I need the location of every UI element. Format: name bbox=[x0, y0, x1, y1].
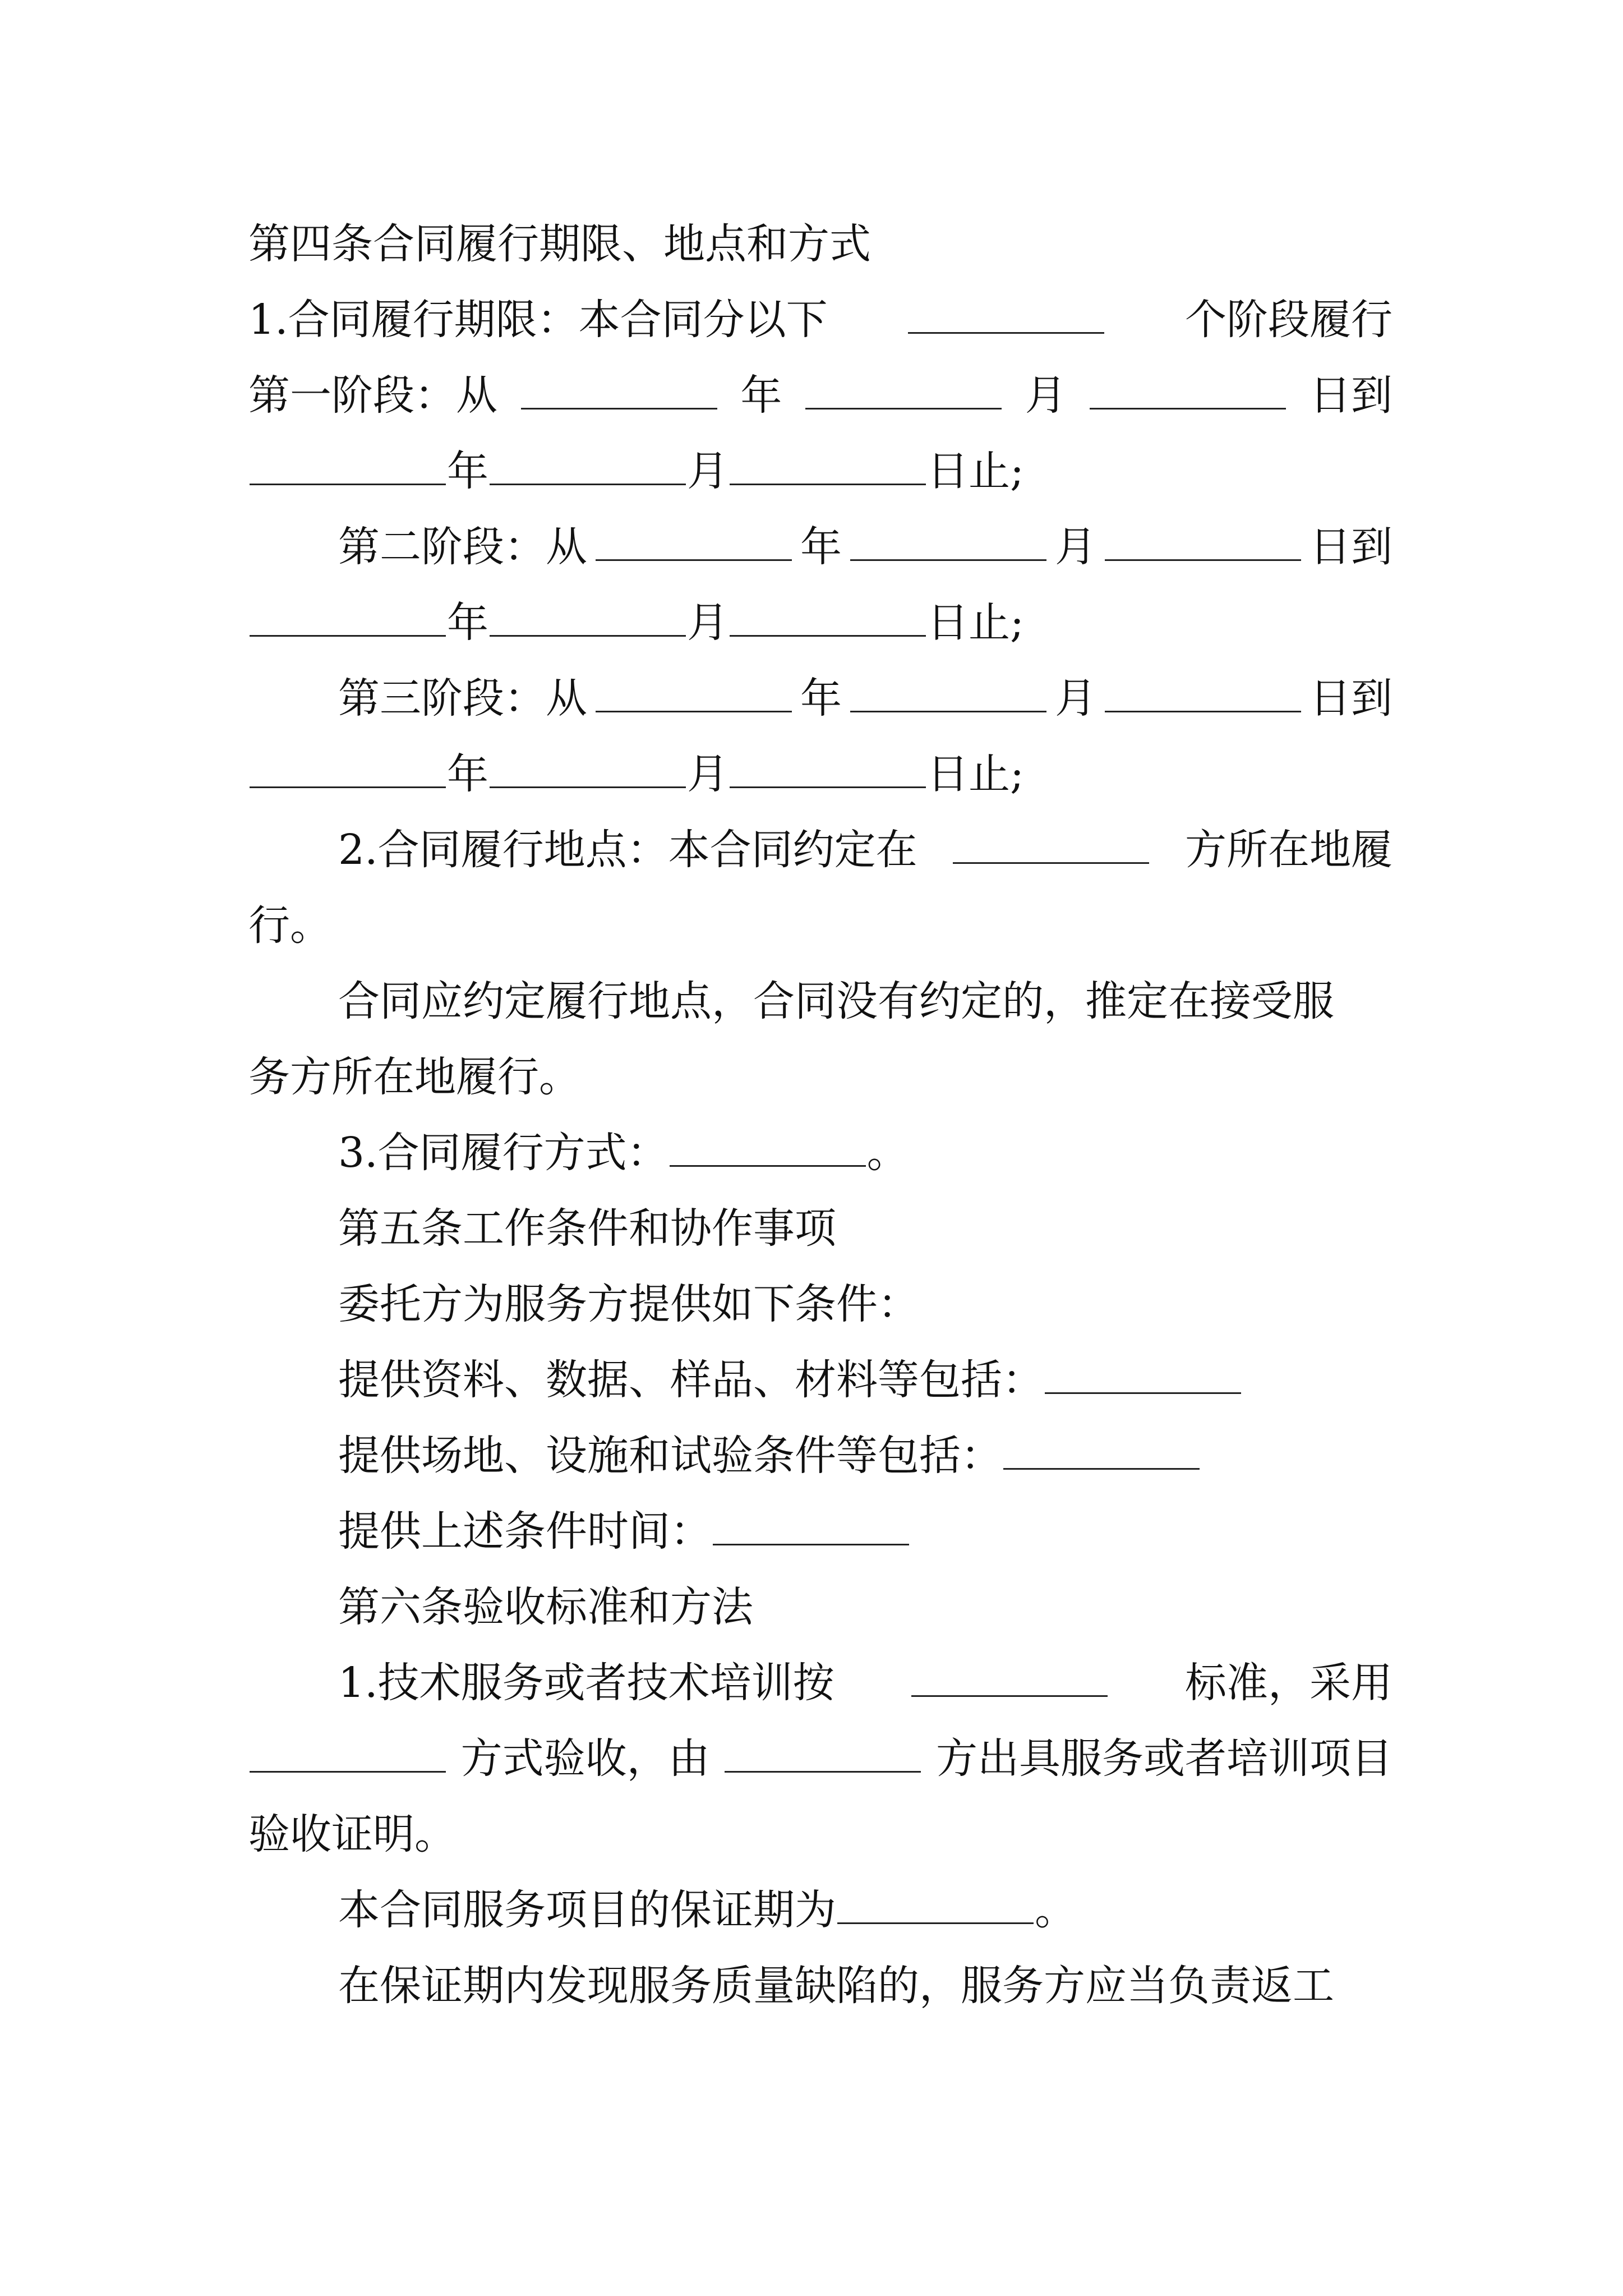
stage-3-end-day-blank[interactable] bbox=[730, 749, 926, 788]
stage-1-end-month-blank[interactable] bbox=[490, 447, 686, 485]
article-6-defect-line: 在保证期内发现服务质量缺陷的，服务方应当负责返工 bbox=[338, 1962, 1334, 2010]
article-4-note-line-2: 务方所在地履行。 bbox=[248, 1053, 580, 1101]
materials-blank[interactable] bbox=[1045, 1355, 1241, 1394]
performance-place-blank[interactable] bbox=[953, 825, 1149, 864]
conditions-time-blank[interactable] bbox=[713, 1507, 909, 1545]
stage-2-end-year-blank[interactable] bbox=[250, 598, 446, 637]
stage-1-line: 第一阶段：从 年 月 日到 bbox=[248, 371, 1393, 420]
article-4-title: 第四条合同履行期限、地点和方式 bbox=[248, 220, 871, 268]
stage-3-start-year-blank[interactable] bbox=[596, 674, 792, 712]
article-6-item-1: 1.技术服务或者技术培训按 标准，采用 bbox=[338, 1659, 1393, 1707]
stage-2-start-year-blank[interactable] bbox=[596, 522, 792, 561]
article-6-warranty: 本合同服务项目的保证期为 。 bbox=[338, 1886, 1076, 1934]
stage-3-start-day-blank[interactable] bbox=[1105, 674, 1301, 712]
stage-3-end-year-blank[interactable] bbox=[250, 749, 446, 788]
article-5-line-2: 提供场地、设施和试验条件等包括： bbox=[338, 1419, 1482, 1492]
acceptance-method-blank[interactable] bbox=[250, 1734, 446, 1773]
article-4-item-1: 1.合同履行期限：本合同分以下 个阶段履行 bbox=[248, 296, 1393, 344]
stage-2-line: 第二阶段：从 年 月 日到 bbox=[338, 523, 1393, 571]
stage-3-line: 第三阶段：从 年 月 日到 bbox=[338, 674, 1393, 723]
stage-count-blank[interactable] bbox=[908, 295, 1104, 334]
stage-2-start-day-blank[interactable] bbox=[1105, 522, 1301, 561]
article-5-intro: 委托方为服务方提供如下条件： bbox=[338, 1280, 919, 1328]
stage-2-start-month-blank[interactable] bbox=[850, 522, 1046, 561]
stage-3-start-month-blank[interactable] bbox=[850, 674, 1046, 712]
article-4-item-2: 2.合同履行地点：本合同约定在 方所在地履 bbox=[338, 826, 1393, 874]
stage-1-start-day-blank[interactable] bbox=[1090, 371, 1286, 409]
acceptance-standard-blank[interactable] bbox=[911, 1658, 1108, 1697]
stage-2-end-day-blank[interactable] bbox=[730, 598, 926, 637]
facilities-blank[interactable] bbox=[1003, 1431, 1200, 1470]
stage-2-end-month-blank[interactable] bbox=[490, 598, 686, 637]
article-5-line-3: 提供上述条件时间： bbox=[338, 1495, 1482, 1568]
article-4-item-3: 3.合同履行方式： 。 bbox=[338, 1129, 909, 1177]
stage-1-start-month-blank[interactable] bbox=[805, 371, 1002, 409]
stage-1-end-line: 年 月 日止; bbox=[248, 435, 1393, 508]
stage-1-start-year-blank[interactable] bbox=[521, 371, 717, 409]
article-6-item-1-line-2: 方式验收，由 方出具服务或者培训项目 bbox=[248, 1722, 1393, 1795]
certificate-issuer-blank[interactable] bbox=[725, 1734, 921, 1773]
article-5-line-1: 提供资料、数据、样品、材料等包括： bbox=[338, 1343, 1482, 1416]
performance-method-blank[interactable] bbox=[670, 1128, 866, 1167]
stage-2-end-line: 年 月 日止; bbox=[248, 586, 1393, 659]
warranty-period-blank[interactable] bbox=[837, 1885, 1034, 1924]
article-5-title: 第五条工作条件和协作事项 bbox=[338, 1204, 836, 1253]
stage-3-end-month-blank[interactable] bbox=[490, 749, 686, 788]
article-6-title: 第六条验收标准和方法 bbox=[338, 1583, 753, 1631]
stage-1-end-year-blank[interactable] bbox=[250, 447, 446, 485]
article-4-note-line-1: 合同应约定履行地点，合同没有约定的，推定在接受服 bbox=[338, 977, 1334, 1025]
stage-3-end-line: 年 月 日止; bbox=[248, 738, 1393, 811]
article-4-item-2-cont: 行。 bbox=[248, 901, 331, 950]
article-6-item-1-line-3: 验收证明。 bbox=[248, 1810, 456, 1858]
stage-1-end-day-blank[interactable] bbox=[730, 447, 926, 485]
